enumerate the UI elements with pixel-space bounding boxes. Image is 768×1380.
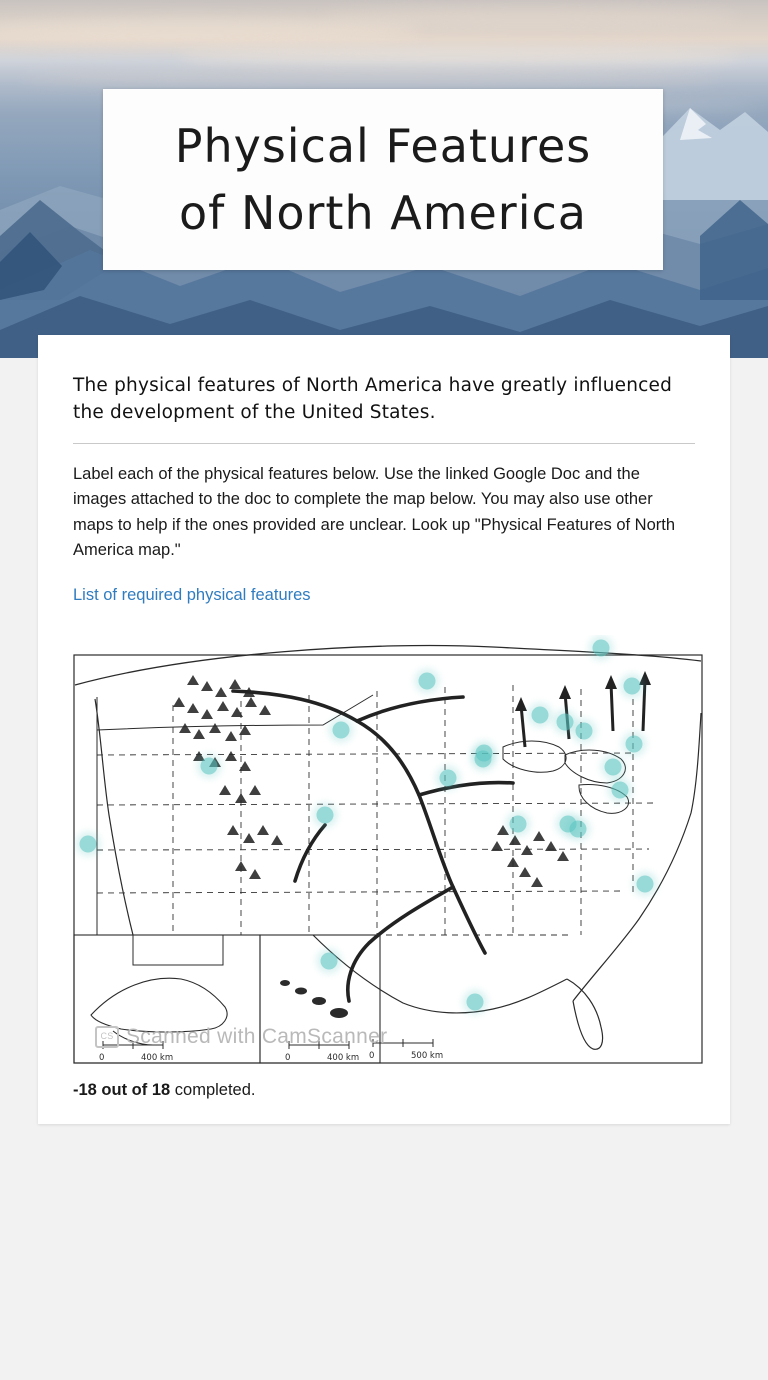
map-marker[interactable] bbox=[626, 735, 643, 752]
map-image[interactable] bbox=[73, 635, 703, 1067]
worksheet-card bbox=[38, 335, 730, 1124]
physical-features-doc-link[interactable]: List of required physical features bbox=[73, 585, 311, 604]
map-marker[interactable] bbox=[570, 820, 587, 837]
map-marker[interactable] bbox=[532, 706, 549, 723]
page-title-line2: of North America bbox=[178, 185, 587, 240]
map-marker[interactable] bbox=[467, 993, 484, 1010]
camscanner-badge-icon: CS bbox=[95, 1026, 119, 1048]
section-divider bbox=[73, 443, 695, 444]
map-marker[interactable] bbox=[321, 952, 338, 969]
instructions-text: Label each of the physical features below. Use the linked Google Doc and the images attached to the doc to complete the map below. You may also use other maps to help if the ones provided are unclear. Look up "Physical Features of North America map." bbox=[73, 464, 676, 560]
page-title-line1: Physical Features bbox=[174, 118, 592, 173]
map-marker[interactable] bbox=[605, 758, 622, 775]
map-marker[interactable] bbox=[557, 713, 574, 730]
completion-status bbox=[73, 1081, 695, 1100]
map-marker[interactable] bbox=[612, 781, 629, 798]
lead-statement: The physical features of North America have greatly influenced the development of the United States. bbox=[73, 375, 673, 423]
camscanner-watermark bbox=[95, 1025, 387, 1049]
map-marker[interactable] bbox=[637, 875, 654, 892]
svg-text:400 km: 400 km bbox=[327, 1052, 360, 1063]
camscanner-watermark-text: Scanned with CamScanner bbox=[126, 1024, 388, 1048]
svg-text:0: 0 bbox=[99, 1052, 105, 1063]
completion-suffix: completed. bbox=[170, 1080, 256, 1099]
map-marker[interactable] bbox=[333, 721, 350, 738]
map-marker[interactable] bbox=[593, 639, 610, 656]
page-title bbox=[175, 113, 592, 246]
svg-text:400 km: 400 km bbox=[141, 1052, 174, 1063]
page-title-card bbox=[103, 89, 663, 270]
map-outline-drawing bbox=[73, 635, 703, 1067]
svg-text:500 km: 500 km bbox=[411, 1050, 444, 1061]
map-marker[interactable] bbox=[317, 806, 334, 823]
map-marker[interactable] bbox=[80, 835, 97, 852]
map-marker[interactable] bbox=[419, 672, 436, 689]
svg-text:0: 0 bbox=[285, 1052, 291, 1063]
completion-count: -18 out of 18 bbox=[73, 1080, 171, 1099]
map-marker[interactable] bbox=[510, 815, 527, 832]
hero-banner bbox=[0, 0, 768, 358]
map-marker[interactable] bbox=[201, 757, 218, 774]
map-marker[interactable] bbox=[440, 769, 457, 786]
map-marker[interactable] bbox=[624, 677, 641, 694]
map-marker[interactable] bbox=[576, 722, 593, 739]
map-marker[interactable] bbox=[475, 750, 492, 767]
svg-text:0: 0 bbox=[369, 1050, 375, 1061]
